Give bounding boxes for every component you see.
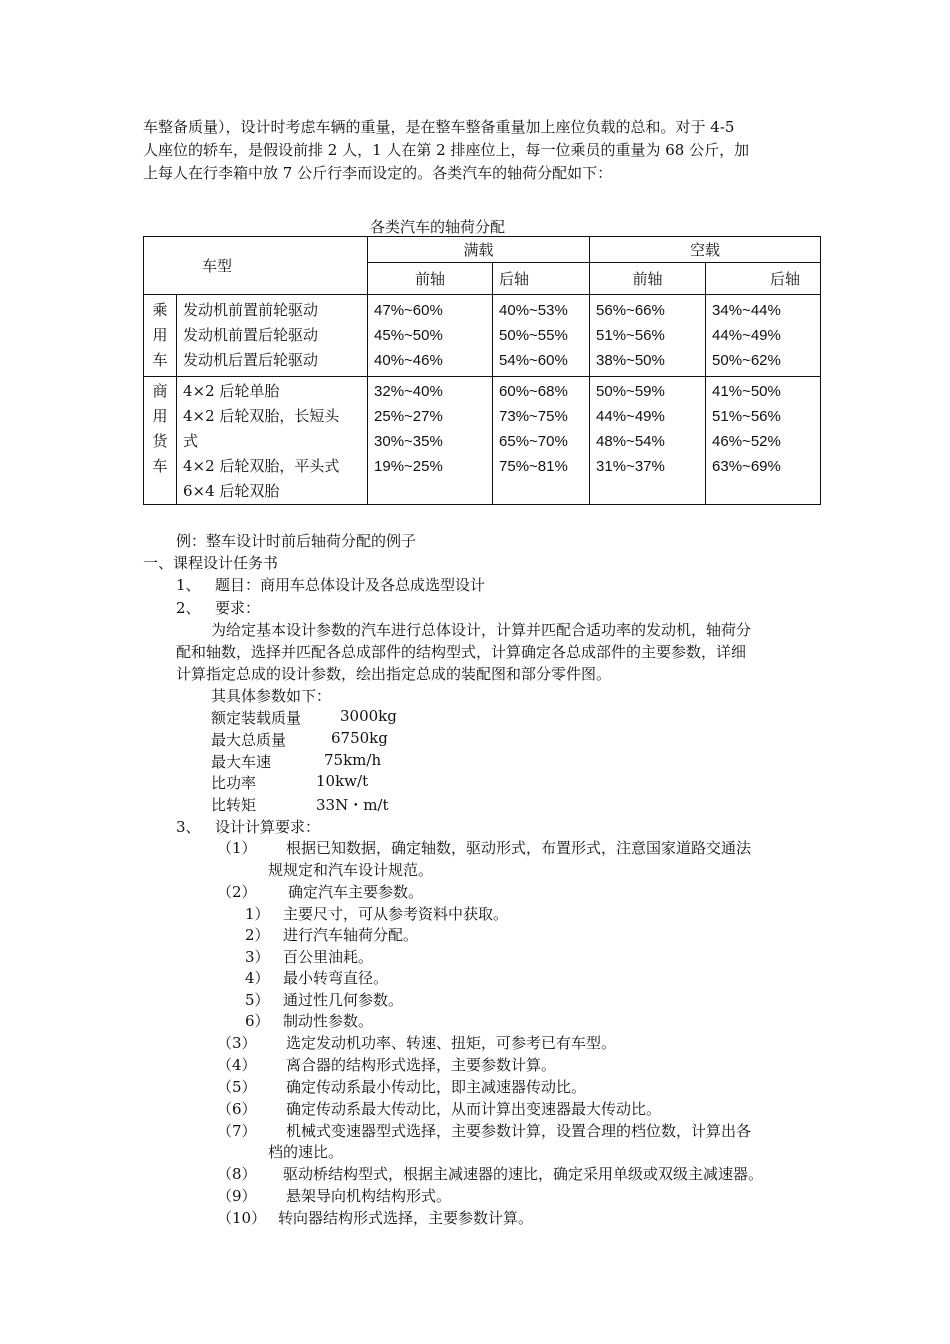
sub-item-text: 百公里油耗。 — [283, 948, 374, 966]
sub-item-number: 5） — [245, 991, 270, 1009]
header-vehicle-type-label: 车型 — [202, 257, 233, 275]
category-commercial-truck — [144, 377, 177, 505]
sub-item-text: 最小转弯直径。 — [283, 969, 389, 987]
param-label: 最大总质量 — [211, 731, 287, 749]
param-value: 3000kg — [340, 707, 397, 725]
table-title: 各类汽车的轴荷分配 — [370, 218, 506, 236]
header-empty-load: 空载 — [590, 237, 821, 263]
header-full-load: 满载 — [368, 237, 590, 263]
vehicle-type: 发动机前置后轮驱动 — [183, 326, 319, 344]
vehicle-type: 4×2 后轮单胎 — [183, 382, 280, 400]
sub-item-text: 通过性几何参数。 — [283, 991, 404, 1009]
vehicle-type: 4×2 后轮双胎，长短头 — [183, 407, 340, 425]
vehicle-type-cell — [177, 295, 368, 377]
value: 73%~75% — [499, 408, 568, 425]
value: 75%~81% — [499, 458, 568, 475]
header-empty-rear — [706, 263, 821, 295]
sub-item-number: 2） — [245, 926, 270, 944]
full-rear-cell — [493, 377, 590, 505]
category-char: 车 — [152, 457, 168, 475]
vehicle-type: 发动机后置后轮驱动 — [183, 351, 319, 369]
full-front-cell — [368, 295, 493, 377]
param-value: 75km/h — [324, 751, 382, 769]
value: 63%~69% — [712, 458, 781, 475]
value: 34%~44% — [712, 302, 781, 319]
header-empty-rear-label: 后轴 — [770, 270, 801, 288]
vehicle-type: 6×4 后轮双胎 — [183, 482, 280, 500]
empty-front-cell — [590, 377, 706, 505]
param-label: 最大车速 — [211, 753, 272, 771]
vehicle-type: 4×2 后轮双胎，平头式 — [183, 457, 340, 475]
section-title: 一、课程设计任务书 — [143, 554, 279, 572]
example-caption: 例：整车设计时前后轴荷分配的例子 — [176, 532, 417, 550]
category-passenger-car — [144, 295, 177, 377]
value: 47%~60% — [374, 302, 443, 319]
calc-number: （2） — [217, 883, 257, 901]
intro-line: 车整备质量），设计时考虑车辆的重量，是在整车整备重量加上座位负载的总和。对于 4-5 — [143, 118, 735, 136]
vehicle-type: 发动机前置前轮驱动 — [183, 301, 319, 319]
param-value: 6750kg — [331, 729, 388, 747]
table-row — [144, 295, 821, 377]
empty-rear-cell — [706, 377, 821, 505]
header-empty-front: 前轴 — [590, 263, 706, 295]
item-1-text: 题目：商用车总体设计及各总成选型设计 — [215, 576, 486, 594]
calc-text: 悬架导向机构结构形式。 — [286, 1187, 452, 1205]
value: 54%~60% — [499, 352, 568, 369]
calc-text: 确定传动系最小传动比，即主减速器传动比。 — [286, 1078, 587, 1096]
params-intro: 其具体参数如下： — [211, 687, 332, 705]
item-1-number: 1、 — [176, 576, 201, 594]
calc-text: 根据已知数据，确定轴数，驱动形式，布置形式，注意国家道路交通法 — [286, 839, 752, 857]
full-rear-cell — [493, 295, 590, 377]
calc-number: （4） — [217, 1056, 257, 1074]
intro-paragraph — [143, 116, 813, 185]
value: 45%~50% — [374, 327, 443, 344]
item-3-number: 3、 — [176, 818, 201, 836]
calc-number: （7） — [217, 1122, 257, 1140]
sub-item-number: 4） — [245, 969, 270, 987]
value: 46%~52% — [712, 433, 781, 450]
table-row — [144, 377, 821, 505]
value: 56%~66% — [596, 302, 665, 319]
calc-number: （6） — [217, 1100, 257, 1118]
calc-number: （3） — [217, 1034, 257, 1052]
item-2-text: 要求： — [215, 599, 261, 617]
calc-text: 驱动桥结构型式，根据主减速器的速比，确定采用单级或双级主减速器。 — [283, 1165, 764, 1183]
sub-item-number: 6） — [245, 1012, 270, 1030]
vehicle-type-cell — [177, 377, 368, 505]
vehicle-type: 式 — [183, 432, 199, 450]
param-value: 33N・m/t — [316, 796, 389, 814]
item-3-text: 设计计算要求： — [215, 818, 321, 836]
value: 51%~56% — [596, 327, 665, 344]
header-vehicle-type — [144, 237, 368, 295]
value: 51%~56% — [712, 408, 781, 425]
full-front-cell — [368, 377, 493, 505]
empty-front-cell — [590, 295, 706, 377]
intro-line: 人座位的轿车，是假设前排 2 人，1 人在第 2 排座位上，每一位乘员的重量为 68 公斤，加 — [143, 141, 750, 159]
requirement-line: 为给定基本设计参数的汽车进行总体设计，计算并匹配合适功率的发动机，轴荷分 — [211, 621, 752, 639]
param-label: 比功率 — [211, 774, 257, 792]
category-char: 车 — [152, 351, 168, 369]
value: 65%~70% — [499, 433, 568, 450]
calc-text: 确定汽车主要参数。 — [288, 883, 424, 901]
category-char: 商 — [152, 382, 168, 400]
calc-text: 规规定和汽车设计规范。 — [268, 861, 434, 879]
sub-item-text: 主要尺寸，可从参考资料中获取。 — [283, 905, 509, 923]
calc-text: 机械式变速器型式选择，主要参数计算，设置合理的档位数，计算出各 — [286, 1122, 752, 1140]
value: 31%~37% — [596, 458, 665, 475]
calc-text: 档的速比。 — [268, 1143, 344, 1161]
sub-item-number: 1） — [245, 905, 270, 923]
value: 48%~54% — [596, 433, 665, 450]
header-full-rear: 后轴 — [493, 263, 590, 295]
value: 50%~55% — [499, 327, 568, 344]
value: 40%~53% — [499, 302, 568, 319]
value: 32%~40% — [374, 383, 443, 400]
category-char: 乘 — [152, 301, 168, 319]
header-full-front: 前轴 — [368, 263, 493, 295]
value: 44%~49% — [712, 327, 781, 344]
param-label: 额定装载质量 — [211, 709, 302, 727]
category-char: 用 — [152, 407, 168, 425]
requirement-line: 配和轴数，选择并匹配各总成部件的结构型式，计算确定各总成部件的主要参数，详细 — [176, 643, 747, 661]
param-label: 比转矩 — [211, 796, 257, 814]
sub-item-text: 进行汽车轴荷分配。 — [283, 926, 419, 944]
calc-number: （10） — [217, 1209, 267, 1227]
value: 30%~35% — [374, 433, 443, 450]
calc-text: 确定传动系最大传动比，从而计算出变速器最大传动比。 — [286, 1100, 662, 1118]
value: 41%~50% — [712, 383, 781, 400]
value: 50%~62% — [712, 352, 781, 369]
param-value: 10kw/t — [316, 772, 369, 790]
sub-item-number: 3） — [245, 948, 270, 966]
calc-text: 离合器的结构形式选择，主要参数计算。 — [286, 1056, 557, 1074]
calc-text: 转向器结构形式选择，主要参数计算。 — [278, 1209, 534, 1227]
value: 40%~46% — [374, 352, 443, 369]
value: 25%~27% — [374, 408, 443, 425]
value: 50%~59% — [596, 383, 665, 400]
value: 38%~50% — [596, 352, 665, 369]
calc-number: （1） — [217, 839, 257, 857]
value: 60%~68% — [499, 383, 568, 400]
requirement-line: 计算指定总成的设计参数，绘出指定总成的装配图和部分零件图。 — [176, 665, 612, 683]
empty-rear-cell — [706, 295, 821, 377]
category-char: 货 — [152, 432, 168, 450]
intro-line: 上每人在行李箱中放 7 公斤行李而设定的。各类汽车的轴荷分配如下： — [143, 164, 613, 182]
value: 44%~49% — [596, 408, 665, 425]
axle-load-table — [143, 236, 821, 505]
calc-number: （5） — [217, 1078, 257, 1096]
calc-text: 选定发动机功率、转速、扭矩，可参考已有车型。 — [286, 1034, 617, 1052]
value: 19%~25% — [374, 458, 443, 475]
calc-number: （9） — [217, 1187, 257, 1205]
calc-number: （8） — [217, 1165, 257, 1183]
category-char: 用 — [152, 326, 168, 344]
item-2-number: 2、 — [176, 599, 201, 617]
sub-item-text: 制动性参数。 — [283, 1012, 374, 1030]
